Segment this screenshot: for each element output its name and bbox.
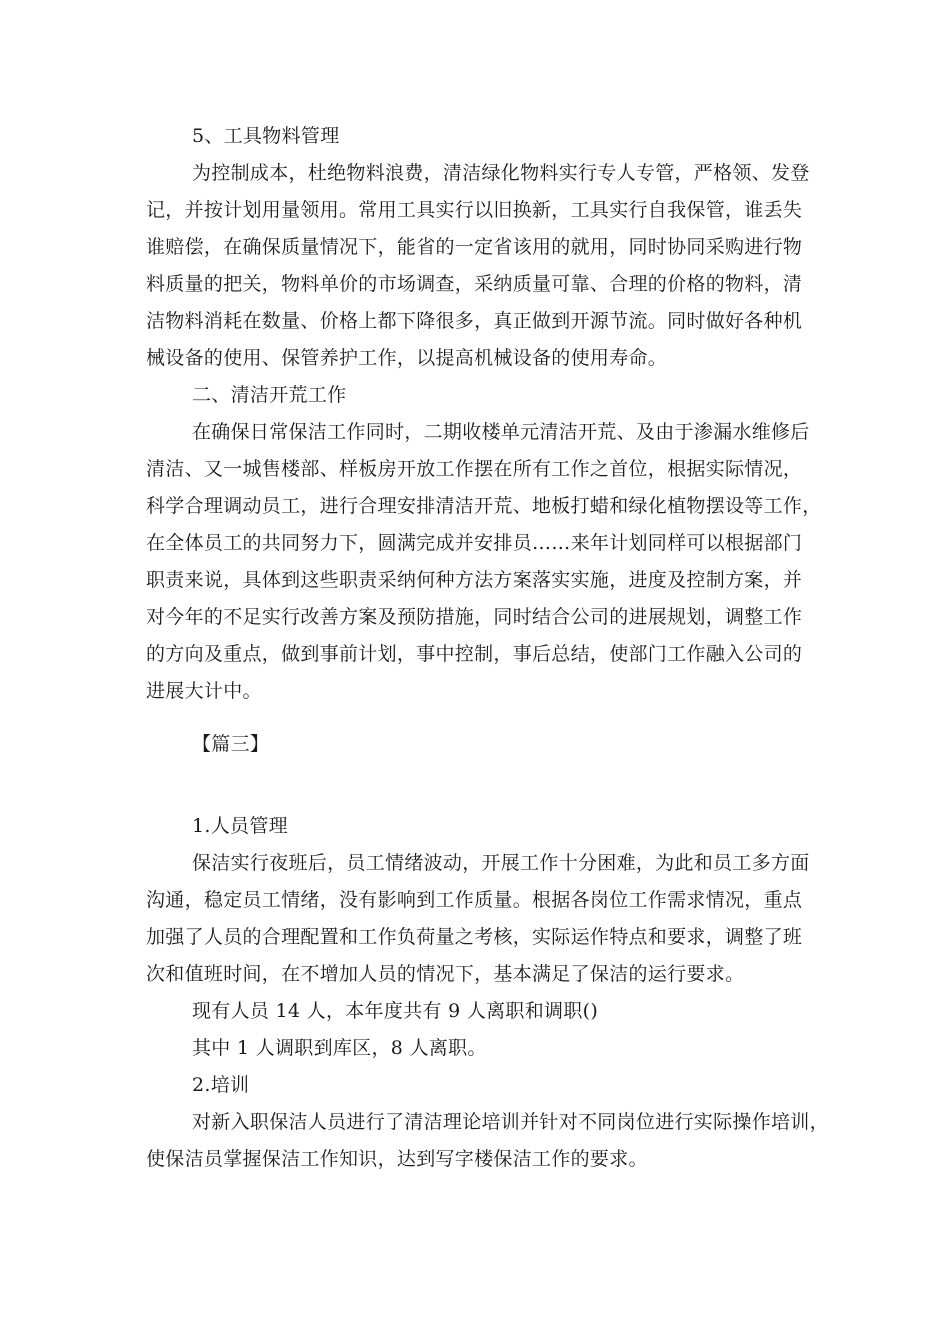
- paragraph-line: 进展大计中。: [146, 680, 262, 702]
- paragraph-line: 科学合理调动员工，进行合理安排清洁开荒、地板打蜡和绿化植物摆设等工作，: [146, 495, 822, 517]
- training-heading: 2.培训: [192, 1074, 250, 1096]
- document-body-lower: [146, 808, 829, 1178]
- staff-detail: 其中 1 人调职到库区，8 人离职。: [192, 1037, 487, 1059]
- paragraph-line: 械设备的使用、保管养护工作，以提高机械设备的使用寿命。: [146, 347, 668, 369]
- paragraph-line: 保洁实行夜班后，员工情绪波动，开展工作十分困难，为此和员工多方面: [192, 852, 810, 874]
- paragraph-line: 料质量的把关，物料单价的市场调查，采纳质量可靠、合理的价格的物料，清: [146, 273, 803, 295]
- paragraph-line: 在全体员工的共同努力下，圆满完成并安排员……来年计划同样可以根据部门: [146, 532, 803, 554]
- paragraph-line: 洁物料消耗在数量、价格上都下降很多，真正做到开源节流。同时做好各种机: [146, 310, 803, 332]
- paragraph-line: 使保洁员掌握保洁工作知识，达到写字楼保洁工作的要求。: [146, 1148, 648, 1170]
- paragraph-line: 清洁、又一城售楼部、样板房开放工作摆在所有工作之首位，根据实际情况，: [146, 458, 803, 480]
- tools-heading: 5、工具物料管理: [192, 125, 340, 147]
- paragraph-line: 为控制成本，杜绝物料浪费，清洁绿化物料实行专人专管，严格领、发登: [192, 162, 810, 184]
- part-title-block: [146, 726, 806, 763]
- part-title: 【篇三】: [192, 733, 270, 755]
- paragraph-line: 对今年的不足实行改善方案及预防措施，同时结合公司的进展规划，调整工作: [146, 606, 803, 628]
- paragraph-line: 沟通，稳定员工情绪，没有影响到工作质量。根据各岗位工作需求情况，重点: [146, 889, 803, 911]
- document-body-upper: [146, 118, 822, 710]
- staff-heading: 1.人员管理: [192, 815, 288, 837]
- paragraph-line: 对新入职保洁人员进行了清洁理论培训并针对不同岗位进行实际操作培训，: [192, 1111, 829, 1133]
- paragraph-line: 职责来说，具体到这些职责采纳何种方法方案落实实施，进度及控制方案，并: [146, 569, 803, 591]
- cleaning-heading: 二、清洁开荒工作: [192, 384, 347, 406]
- paragraph-line: 谁赔偿，在确保质量情况下，能省的一定省该用的就用，同时协同采购进行物: [146, 236, 803, 258]
- paragraph-line: 的方向及重点，做到事前计划，事中控制，事后总结，使部门工作融入公司的: [146, 643, 803, 665]
- paragraph-line: 在确保日常保洁工作同时，二期收楼单元清洁开荒、及由于渗漏水维修后: [192, 421, 810, 443]
- staff-count: 现有人员 14 人，本年度共有 9 人离职和调职(): [192, 1000, 599, 1022]
- paragraph-line: 次和值班时间，在不增加人员的情况下，基本满足了保洁的运行要求。: [146, 963, 745, 985]
- paragraph-line: 记，并按计划用量领用。常用工具实行以旧换新，工具实行自我保管，谁丢失: [146, 199, 803, 221]
- paragraph-line: 加强了人员的合理配置和工作负荷量之考核，实际运作特点和要求，调整了班: [146, 926, 803, 948]
